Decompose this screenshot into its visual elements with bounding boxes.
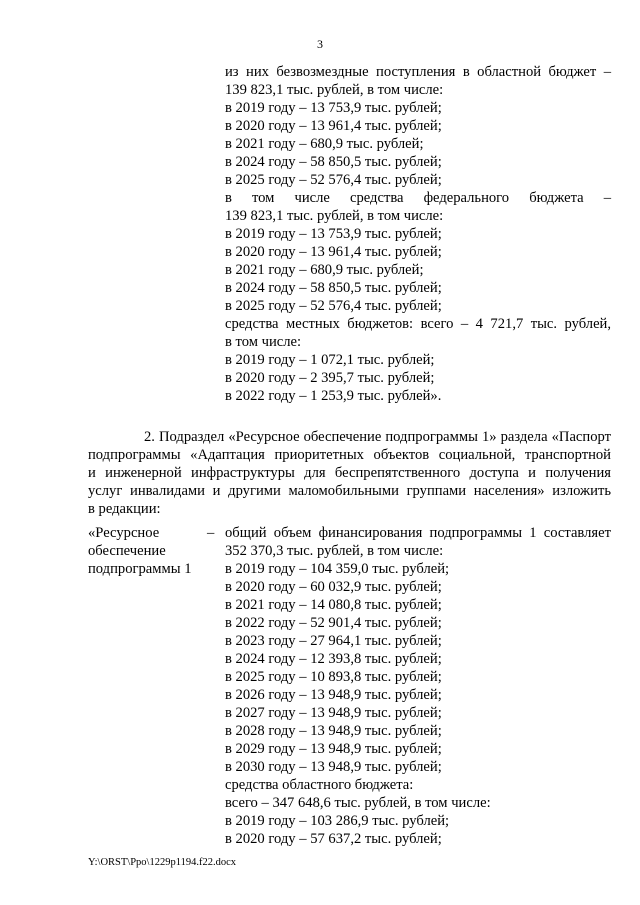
table-label: подпрограммы 1 (88, 561, 192, 577)
table-content-line: общий объем финансирования подпрограммы 1 составляет (225, 525, 611, 541)
paragraph-line: и инженерной инфраструктуры для беспрепятственного доступа и получения (88, 465, 611, 481)
table-content-line: средства областного бюджета: (225, 777, 414, 793)
table-content-line: в 2019 году – 103 286,9 тыс. рублей; (225, 813, 450, 829)
table-content-line: в 2027 году – 13 948,9 тыс. рублей; (225, 705, 442, 721)
table-content-line: в 2023 году – 27 964,1 тыс. рублей; (225, 633, 442, 649)
table-content-line: в 2024 году – 12 393,8 тыс. рублей; (225, 651, 442, 667)
text-line: в 2024 году – 58 850,5 тыс. рублей; (225, 280, 442, 296)
table-content-line: в 2025 году – 10 893,8 тыс. рублей; (225, 669, 442, 685)
text-line: в 2021 году – 680,9 тыс. рублей; (225, 136, 424, 152)
paragraph-line: услуг инвалидами и другими маломобильными группами населения» изложить (88, 483, 611, 499)
page-number: 3 (317, 37, 323, 51)
table-content-line: в 2030 году – 13 948,9 тыс. рублей; (225, 759, 442, 775)
text-line: в 2019 году – 13 753,9 тыс. рублей; (225, 100, 442, 116)
table-content-line: всего – 347 648,6 тыс. рублей, в том числе: (225, 795, 491, 811)
table-label: «Ресурсное (88, 525, 160, 541)
text-line: в том числе средства федерального бюджета – (225, 190, 611, 206)
text-line: из них безвозмездные поступления в областной бюджет – (225, 64, 611, 80)
table-content-line: в 2020 году – 60 032,9 тыс. рублей; (225, 579, 442, 595)
table-content-line: в 2019 году – 104 359,0 тыс. рублей; (225, 561, 450, 577)
text-line: средства местных бюджетов: всего – 4 721,7 тыс. рублей, (225, 316, 611, 332)
text-line: 139 823,1 тыс. рублей, в том числе: (225, 208, 444, 224)
text-line: в 2025 году – 52 576,4 тыс. рублей; (225, 172, 442, 188)
table-content-line: в 2029 году – 13 948,9 тыс. рублей; (225, 741, 442, 757)
table-content-line: в 2022 году – 52 901,4 тыс. рублей; (225, 615, 442, 631)
paragraph-line: подпрограммы «Адаптация приоритетных объектов социальной, транспортной (88, 447, 611, 463)
file-path-footer: Y:\ORST\Ppo\1229p1194.f22.docx (88, 857, 236, 868)
text-line: в 2021 году – 680,9 тыс. рублей; (225, 262, 424, 278)
table-dash: – (207, 525, 215, 541)
text-line: в 2020 году – 2 395,7 тыс. рублей; (225, 370, 435, 386)
text-line: 139 823,1 тыс. рублей, в том числе: (225, 82, 444, 98)
text-line: в 2019 году – 13 753,9 тыс. рублей; (225, 226, 442, 242)
text-line: в 2022 году – 1 253,9 тыс. рублей». (225, 388, 442, 404)
paragraph-line: в редакции: (88, 501, 161, 517)
text-line: в 2019 году – 1 072,1 тыс. рублей; (225, 352, 435, 368)
table-content-line: 352 370,3 тыс. рублей, в том числе: (225, 543, 444, 559)
table-content-line: в 2028 году – 13 948,9 тыс. рублей; (225, 723, 442, 739)
text-line: в 2020 году – 13 961,4 тыс. рублей; (225, 118, 442, 134)
table-content-line: в 2020 году – 57 637,2 тыс. рублей; (225, 831, 442, 847)
table-label: обеспечение (88, 543, 166, 559)
text-line: в 2025 году – 52 576,4 тыс. рублей; (225, 298, 442, 314)
table-content-line: в 2021 году – 14 080,8 тыс. рублей; (225, 597, 442, 613)
table-content-line: в 2026 году – 13 948,9 тыс. рублей; (225, 687, 442, 703)
text-line: в том числе: (225, 334, 302, 350)
text-line: в 2024 году – 58 850,5 тыс. рублей; (225, 154, 442, 170)
paragraph-line: 2. Подраздел «Ресурсное обеспечение подпрограммы 1» раздела «Паспорт (144, 429, 611, 445)
text-line: в 2020 году – 13 961,4 тыс. рублей; (225, 244, 442, 260)
